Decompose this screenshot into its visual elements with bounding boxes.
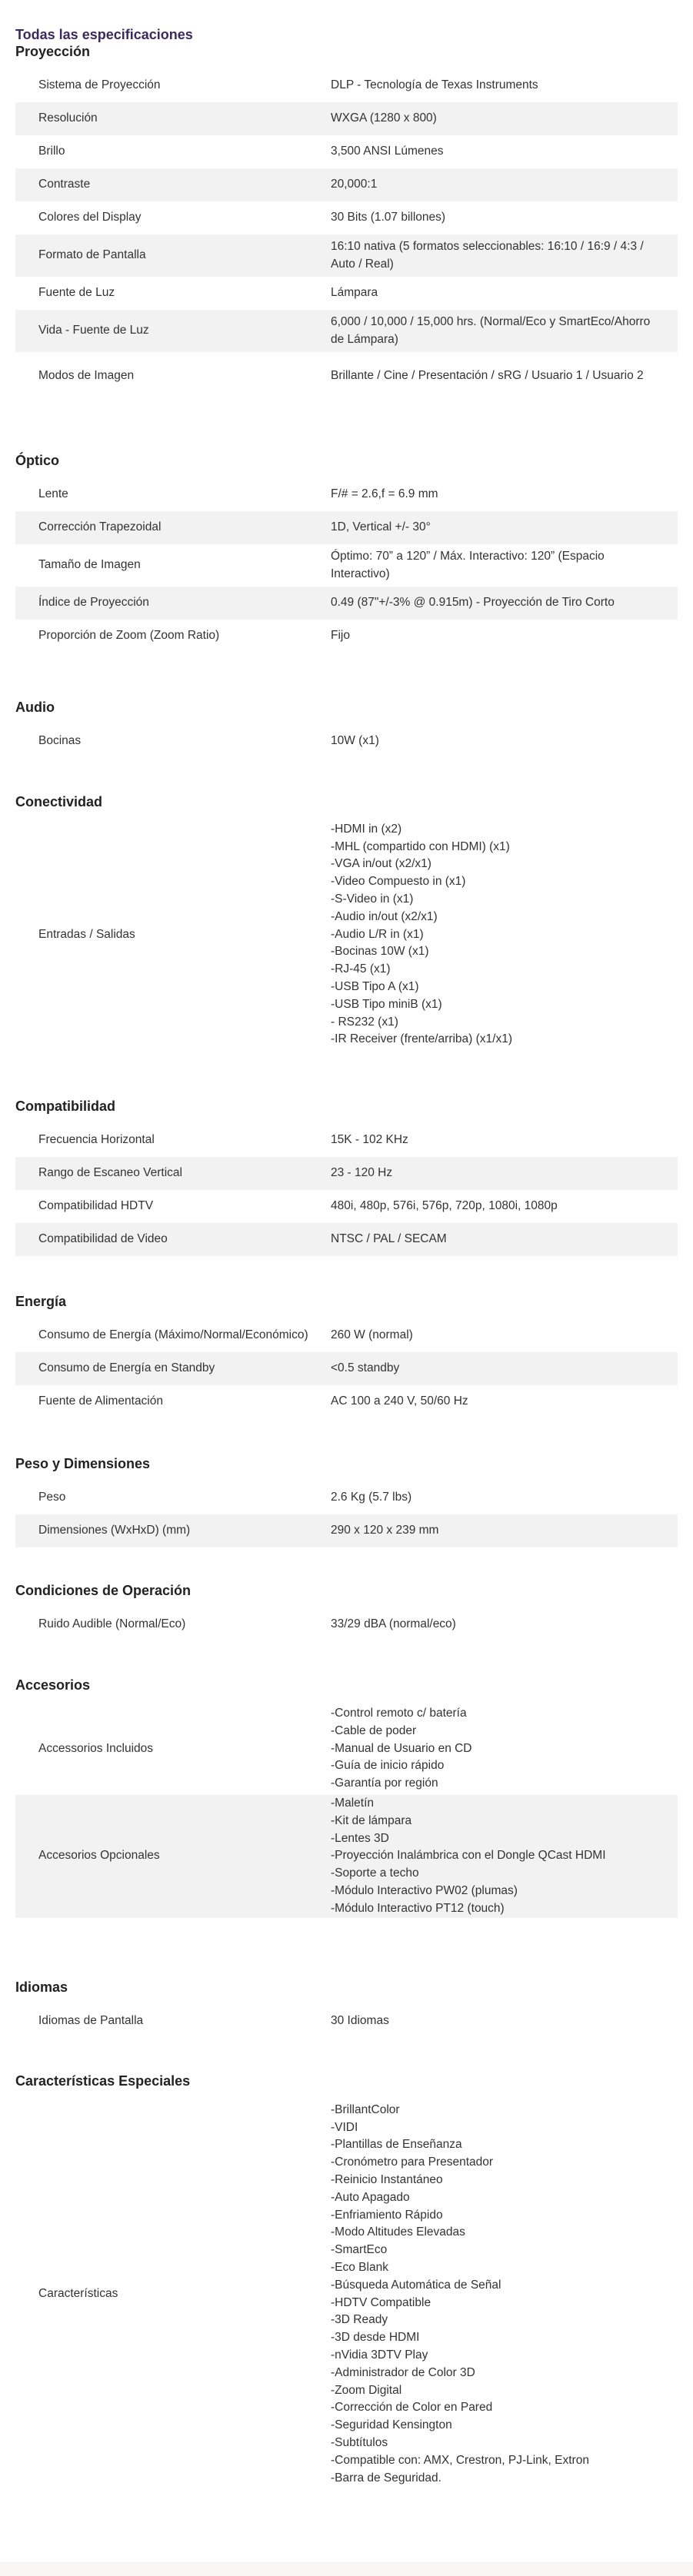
spec-row [15,2099,678,2491]
spec-table [15,2005,678,2038]
section-title: Óptico [15,453,59,468]
spec-label: Corrección Trapezoidal [38,520,162,534]
spec-label: Fuente de Luz [38,286,115,300]
spec-row [15,352,678,400]
spec-label: Resolución [38,111,98,125]
spec-row [15,1514,678,1547]
spec-row [15,69,678,102]
spec-label: Características [38,2287,118,2301]
spec-label: Índice de Proyección [38,596,149,610]
spec-row [15,587,678,620]
spec-value: WXGA (1280 x 800) [331,111,437,125]
spec-table [15,1703,678,1918]
spec-value: 20,000:1 [331,178,378,191]
spec-value: 480i, 480p, 576i, 576p, 720p, 1080i, 1080p [331,1199,558,1213]
spec-table [15,1319,678,1418]
spec-value: NTSC / PAL / SECAM [331,1232,447,1246]
spec-value: -Control remoto c/ batería -Cable de poder -Manual de Usuario en CD -Guía de inicio rápido -Garantía por región [331,1707,472,1790]
spec-section [15,1293,678,1418]
spec-value: Lámpara [331,286,378,300]
spec-value: -HDMI in (x2) -MHL (compartido con HDMI) (x1) -VGA in/out (x2/x1) -Video Compuesto in (x1) -S-Video in (x1) -Audio in/out (x2/x1) -Audio L/R in (x1) -Bocinas 10W (x1) -RJ-45 (x1) -USB Tipo A (x1) -USB Tipo miniB (x1) - RS232 (x1) -IR Receiver (frente/arriba) (x1/x1) [331,822,513,1046]
spec-label: Lente [38,487,68,501]
spec-row [15,1124,678,1157]
spec-row [15,168,678,201]
spec-row [15,102,678,135]
spec-table [15,2099,678,2491]
spec-row [15,1703,678,1795]
spec-table [15,819,678,1050]
spec-row [15,234,678,277]
spec-value: 290 x 120 x 239 mm [331,1524,439,1537]
spec-label: Modos de Imagen [38,368,135,382]
spec-value: 2.6 Kg (5.7 lbs) [331,1491,412,1504]
spec-value: 6,000 / 10,000 / 15,000 hrs. (Normal/Eco y SmartEco/Ahorro de Lámpara) [331,314,651,346]
spec-value: F/# = 2.6,f = 6.9 mm [331,487,438,501]
spec-label: Peso [38,1491,66,1504]
section-title: Idiomas [15,1979,68,1995]
spec-section [15,452,678,653]
spec-table [15,478,678,653]
spec-label: Rango de Escaneo Vertical [38,1166,182,1180]
spec-row [15,2005,678,2038]
spec-label: Idiomas de Pantalla [38,2013,144,2027]
spec-section [15,1455,678,1547]
spec-label: Consumo de Energía en Standby [38,1361,215,1375]
spec-value: AC 100 a 240 V, 50/60 Hz [331,1394,468,1408]
spec-value: 23 - 120 Hz [331,1166,393,1180]
spec-section [15,43,678,400]
spec-value: 0.49 (87"+/-3% @ 0.915m) - Proyección de Tiro Corto [331,596,615,610]
spec-section [15,1979,678,2038]
section-title: Condiciones de Operación [15,1583,192,1598]
spec-table [15,1608,678,1641]
specs-page [0,26,693,2491]
spec-label: Consumo de Energía (Máximo/Normal/Económico) [38,1328,308,1342]
spec-row [15,511,678,544]
footer-strip [0,2562,693,2576]
spec-row [15,1608,678,1641]
spec-label: Frecuencia Horizontal [38,1133,155,1147]
spec-label: Ruido Audible (Normal/Eco) [38,1617,186,1631]
spec-label: Proporción de Zoom (Zoom Ratio) [38,629,220,643]
spec-section [15,793,678,1050]
spec-section [15,1098,678,1256]
spec-section [15,1677,678,1918]
spec-label: Compatibilidad HDTV [38,1199,154,1213]
spec-value: 1D, Vertical +/- 30° [331,520,431,534]
spec-label: Compatibilidad de Video [38,1232,168,1246]
page-title: Todas las especificaciones [15,27,193,42]
spec-row [15,135,678,168]
spec-label: Tamaño de Imagen [38,558,141,572]
spec-value: 30 Bits (1.07 billones) [331,211,446,224]
spec-row [15,1319,678,1352]
spec-table [15,1124,678,1256]
spec-label: Contraste [38,178,91,191]
spec-row [15,1190,678,1223]
spec-row [15,1223,678,1256]
spec-row [15,277,678,310]
spec-value: 30 Idiomas [331,2013,389,2027]
spec-row [15,819,678,1050]
spec-value: 16:10 nativa (5 formatos seleccionables: 16:10 / 16:9 / 4:3 / Auto / Real) [331,239,644,271]
specs-container [15,43,678,2491]
spec-row [15,1157,678,1190]
spec-value: -Maletín -Kit de lámpara -Lentes 3D -Proyección Inalámbrica con el Dongle QCast HDMI -Soporte a techo -Módulo Interactivo PW02 (plumas) -Módulo Interactivo PT12 (touch) [331,1797,606,1915]
spec-label: Accessorios Incluidos [38,1741,154,1755]
spec-label: Colores del Display [38,211,142,224]
spec-row [15,620,678,653]
section-title: Energía [15,1294,67,1309]
section-title: Audio [15,700,55,715]
spec-label: Fuente de Alimentación [38,1394,163,1408]
spec-value: DLP - Tecnología de Texas Instruments [331,78,538,92]
spec-table [15,725,678,758]
section-title: Accesorios [15,1677,91,1693]
spec-label: Accesorios Opcionales [38,1849,160,1863]
spec-value: Óptimo: 70” a 120” / Máx. Interactivo: 120” (Espacio Interactivo) [331,549,605,580]
section-title: Conectividad [15,794,103,809]
spec-value: 3,500 ANSI Lúmenes [331,145,444,158]
spec-row [15,310,678,352]
spec-label: Entradas / Salidas [38,927,135,941]
spec-value: 33/29 dBA (normal/eco) [331,1617,456,1631]
spec-row [15,725,678,758]
spec-table [15,69,678,400]
spec-value: 260 W (normal) [331,1328,413,1342]
spec-label: Formato de Pantalla [38,248,146,262]
spec-label: Brillo [38,145,65,158]
section-title: Características Especiales [15,2072,191,2089]
section-title: Peso y Dimensiones [15,1456,151,1471]
spec-value: Brillante / Cine / Presentación / sRG / Usuario 1 / Usuario 2 [331,368,644,382]
spec-table [15,1481,678,1547]
section-title: Proyección [15,44,91,59]
spec-label: Bocinas [38,734,82,748]
spec-row [15,1352,678,1385]
spec-value: 15K - 102 KHz [331,1133,408,1147]
spec-section [15,699,678,758]
spec-value: 10W (x1) [331,734,379,748]
spec-value: Fijo [331,629,350,643]
spec-row [15,478,678,511]
section-title: Compatibilidad [15,1099,115,1114]
spec-label: Dimensiones (WxHxD) (mm) [38,1524,191,1537]
spec-value: <0.5 standby [331,1361,400,1375]
spec-value: -BrillantColor -VIDI -Plantillas de Enseñanza -Cronómetro para Presentador -Reinicio Instantáneo -Auto Apagado -Enfriamiento Rápido -Modo Altitudes Elevadas -SmartEco -Eco Blank -Búsqueda Automática de Señal -HDTV Compatible -3D Ready -3D desde HDMI -nVidia 3DTV Play -Administrador de Color 3D -Zoom Digital -Corrección de Color en Pared -Seguridad Kensington -Subtítulos -Compatible con: AMX, Crestron, PJ-Link, Extron -Barra de Seguridad. [331,2102,589,2485]
spec-label: Vida - Fuente de Luz [38,324,149,337]
spec-row [15,1481,678,1514]
spec-section [15,2072,678,2491]
spec-label: Sistema de Proyección [38,78,161,92]
spec-row [15,201,678,234]
spec-row [15,1385,678,1418]
spec-row [15,1795,678,1918]
spec-section [15,1582,678,1641]
spec-row [15,544,678,587]
